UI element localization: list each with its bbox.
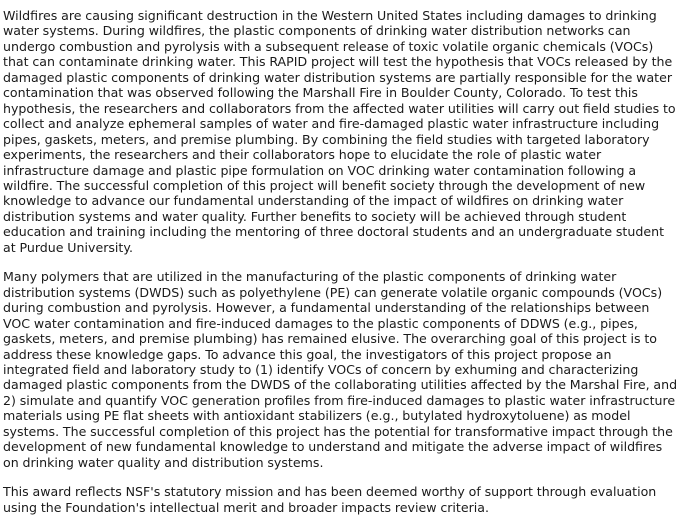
abstract-paragraph-1: Wildfires are causing significant destruction in the Western United States including damages to drinking water systems. During wildfires, the plastic components of drinking water distribution networks can undergo combustion and pyrolysis with a subsequent release of toxic volatile organic chemicals (VOCs) that can contaminate drinking water. This RAPID project will test the hypothesis that VOCs released by the damaged plastic components of drinking water distribution systems are partially responsible for the water contamination that was observed following the Marshall Fire in Boulder County, Colorado. To test this hypothesis, the researchers and collaborators from the affected water utilities will carry out field studies to collect and analyze ephemeral samples of water and fire-damaged plastic water infrastructure including pipes, gaskets, meters, and premise plumbing. By combining the field studies with targeted laboratory experiments, the researchers and their collaborators hope to elucidate the role of plastic water infrastructure damage and plastic pipe formulation on VOC drinking water contamination following a wildfire. The successful completion of this project will benefit society through the development of new knowledge to advance our fundamental understanding of the impact of wildfires on drinking water distribution systems and water quality. Further benefits to society will be achieved through student education and training including the mentoring of three doctoral students and an undergraduate student at Purdue University. [3, 8, 676, 255]
abstract-paragraph-3: This award reflects NSF's statutory mission and has been deemed worthy of support through evaluation using the Foundation's intellectual merit and broader impacts review criteria. [3, 484, 657, 515]
award-abstract [3, 8, 679, 529]
abstract-paragraph-2: Many polymers that are utilized in the manufacturing of the plastic components of drinking water distribution systems (DWDS) such as polyethylene (PE) can generate volatile organic compounds (VOCs) during combustion and pyrolysis. However, a fundamental understanding of the relationships between VOC water contamination and fire-induced damages to the plastic components of DDWS (e.g., pipes, gaskets, meters, and premise plumbing) has remained elusive. The overarching goal of this project is to address these knowledge gaps. To advance this goal, the investigators of this project propose an integrated field and laboratory study to (1) identify VOCs of concern by exhuming and characterizing damaged plastic components from the DWDS of the collaborating utilities affected by the Marshal Fire, and 2) simulate and quantify VOC generation profiles from fire-induced damages to plastic water infrastructure materials using PE flat sheets with antioxidant stabilizers (e.g., butylated hydroxytoluene) as model systems. The successful completion of this project has the potential for transformative impact through the development of new fundamental knowledge to understand and mitigate the adverse impact of wildfires on drinking water quality and distribution systems. [3, 269, 678, 470]
